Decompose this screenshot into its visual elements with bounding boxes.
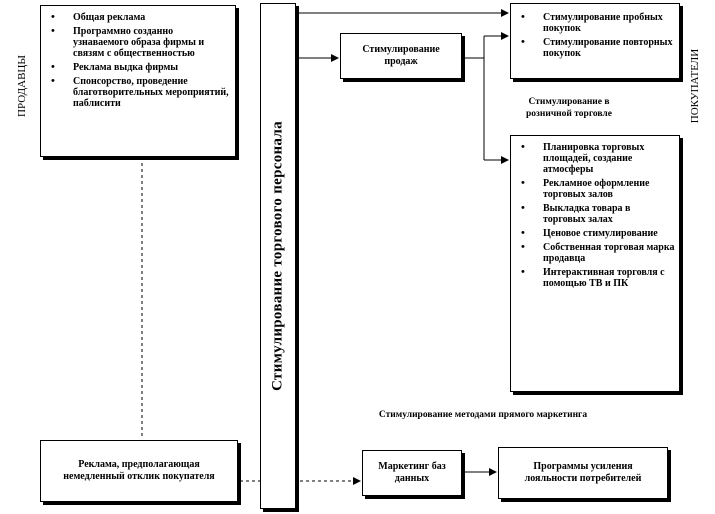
sales-promo-box bbox=[340, 33, 462, 79]
sellers-list bbox=[41, 12, 229, 109]
list-item: • Планировка торговых площадей, создание атмосферы bbox=[511, 142, 675, 175]
list-item: • Общая реклама bbox=[41, 12, 229, 23]
db-marketing-label: Маркетинг баз данных bbox=[378, 461, 446, 484]
list-item: • Интерактивная торговля с помощью ТВ и ПК bbox=[511, 267, 675, 289]
direct-marketing-heading: Стимулирование методами прямого маркетинга bbox=[378, 410, 588, 420]
loyalty-box bbox=[498, 447, 668, 499]
list-item: • Рекламное оформление торговых залов bbox=[511, 178, 675, 200]
list-item: • Собственная торговая марка продавца bbox=[511, 242, 675, 264]
retail-list bbox=[511, 142, 675, 289]
purchase-list bbox=[511, 12, 675, 59]
sales-promo-label: Стимулирование продаж bbox=[362, 44, 440, 67]
list-item: • Стимулирование пробных покупок bbox=[511, 12, 675, 34]
staff-promo-column bbox=[260, 3, 296, 509]
sellers-side-label: ПРОДАВЦЫ bbox=[16, 55, 28, 117]
buyers-side-label: ПОКУПАТЕЛИ bbox=[689, 48, 701, 124]
staff-promo-label: Стимулирование торгового персонала bbox=[269, 121, 286, 391]
list-item: • Стимулирование повторных покупок bbox=[511, 37, 675, 59]
list-item: • Ценовое стимулирование bbox=[511, 228, 675, 239]
list-item: • Спонсорство, проведение благотворительных мероприятий, паблисити bbox=[41, 76, 229, 109]
retail-box bbox=[510, 135, 680, 392]
retail-heading: Стимулирование в розничной торговле bbox=[526, 97, 612, 119]
purchase-promo-box bbox=[510, 3, 680, 79]
list-item: • Программно созданно узнаваемого образа фирмы и связям с общественностью bbox=[41, 26, 229, 59]
list-item: • Выкладка товара в торговых залах bbox=[511, 203, 675, 225]
ad-response-box bbox=[40, 440, 238, 502]
list-item: • Реклама выдка фирмы bbox=[41, 62, 229, 73]
db-marketing-box bbox=[362, 450, 462, 496]
sellers-box bbox=[40, 5, 236, 157]
ad-response-label: Реклама, предполагающая немедленный отклик покупателя bbox=[63, 459, 215, 482]
loyalty-label: Программы усиления лояльности потребителей bbox=[524, 461, 642, 484]
